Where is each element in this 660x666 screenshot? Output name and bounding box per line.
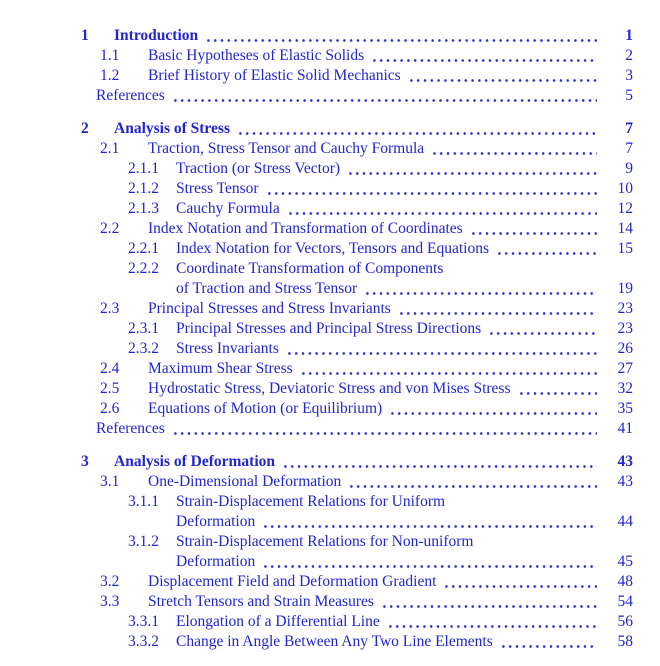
toc-entry-continuation[interactable] — [0, 552, 660, 572]
entry-number: 2.1.1 — [128, 160, 159, 177]
toc-entry[interactable] — [0, 319, 660, 339]
entry-number: 3.3.1 — [128, 613, 159, 630]
entry-number: 2.3.1 — [128, 320, 159, 337]
page-number: 32 — [617, 380, 633, 397]
toc-entry-chapter[interactable] — [0, 452, 660, 472]
dot-leader — [172, 86, 597, 106]
toc-entry[interactable] — [0, 299, 660, 319]
entry-title: Analysis of Stress — [114, 120, 230, 137]
toc-entry[interactable] — [0, 359, 660, 379]
chapter-block — [0, 452, 660, 652]
dot-leader — [348, 472, 597, 492]
entry-title: Coordinate Transformation of Components — [176, 260, 444, 277]
toc-entry[interactable] — [0, 219, 660, 239]
toc-references-entry[interactable] — [0, 86, 660, 106]
entry-title: Stress Invariants — [176, 340, 279, 357]
entry-title: Strain-Displacement Relations for Non-uniform — [176, 533, 474, 550]
entry-title: of Traction and Stress Tensor — [176, 280, 358, 297]
page-number: 19 — [617, 280, 633, 297]
page-number: 41 — [617, 420, 633, 437]
page-number: 5 — [625, 87, 633, 104]
entry-title: Equations of Motion (or Equilibrium) — [148, 400, 383, 417]
dot-leader — [262, 512, 597, 532]
entry-title: Stress Tensor — [176, 180, 259, 197]
toc-entry[interactable] — [0, 492, 660, 512]
page-number: 14 — [617, 220, 633, 237]
entry-title: Displacement Field and Deformation Gradient — [148, 573, 437, 590]
dot-leader — [347, 159, 597, 179]
entry-title: Analysis of Deformation — [114, 453, 276, 470]
chapter-block — [0, 26, 660, 106]
page-number: 44 — [617, 513, 633, 530]
entry-title: Index Notation for Vectors, Tensors and Equations — [176, 240, 490, 257]
dot-leader — [371, 46, 597, 66]
entry-title: Strain-Displacement Relations for Uniform — [176, 493, 446, 510]
dot-leader — [470, 219, 597, 239]
page-number: 43 — [617, 473, 633, 490]
entry-number: 2.4 — [100, 360, 120, 377]
entry-number: 2.2 — [100, 220, 120, 237]
toc-entry-continuation[interactable] — [0, 279, 660, 299]
dot-leader — [300, 359, 597, 379]
toc-entry[interactable] — [0, 632, 660, 652]
toc-entry[interactable] — [0, 179, 660, 199]
entry-title: Principal Stresses and Stress Invariants — [148, 300, 391, 317]
page-number: 7 — [625, 120, 633, 137]
page-number: 23 — [617, 320, 633, 337]
dot-leader — [286, 339, 597, 359]
entry-number: 3.3 — [100, 593, 120, 610]
dot-leader — [496, 239, 597, 259]
entry-number: 2.1.2 — [128, 180, 159, 197]
dot-leader — [431, 139, 597, 159]
toc-entry[interactable] — [0, 159, 660, 179]
toc-entry[interactable] — [0, 379, 660, 399]
dot-leader — [398, 299, 597, 319]
page-number: 2 — [625, 47, 633, 64]
toc-entry[interactable] — [0, 199, 660, 219]
toc-references-entry[interactable] — [0, 419, 660, 439]
toc-entry[interactable] — [0, 399, 660, 419]
entry-number: 1.2 — [100, 67, 120, 84]
entry-number: 2.5 — [100, 380, 120, 397]
entry-title: Introduction — [114, 27, 199, 44]
entry-title: Stretch Tensors and Strain Measures — [148, 593, 374, 610]
dot-leader — [237, 119, 597, 139]
dot-leader — [282, 452, 597, 472]
entry-title: Change in Angle Between Any Two Line Elements — [176, 633, 493, 650]
entry-number: 2.1 — [100, 140, 120, 157]
page-number: 56 — [617, 613, 633, 630]
entry-number: 2.2.1 — [128, 240, 159, 257]
entry-title: Deformation — [176, 553, 256, 570]
entry-title: Brief History of Elastic Solid Mechanics — [148, 67, 401, 84]
dot-leader — [287, 199, 597, 219]
entry-number: 1 — [81, 27, 89, 44]
entry-number: 2.6 — [100, 400, 120, 417]
entry-title: Basic Hypotheses of Elastic Solids — [148, 47, 365, 64]
toc-entry[interactable] — [0, 472, 660, 492]
entry-title: Deformation — [176, 513, 256, 530]
toc-entry[interactable] — [0, 592, 660, 612]
entry-number: 2.3.2 — [128, 340, 159, 357]
entry-number: 1.1 — [100, 47, 120, 64]
entry-number: 2.1.3 — [128, 200, 159, 217]
page-number: 7 — [625, 140, 633, 157]
dot-leader — [488, 319, 597, 339]
page-number: 35 — [617, 400, 633, 417]
page-number: 58 — [617, 633, 633, 650]
toc-entry[interactable] — [0, 612, 660, 632]
entry-title: Hydrostatic Stress, Deviatoric Stress and von Mises Stress — [148, 380, 511, 397]
toc-entry[interactable] — [0, 259, 660, 279]
page-number: 12 — [617, 200, 633, 217]
toc-entry[interactable] — [0, 66, 660, 86]
dot-leader — [266, 179, 597, 199]
toc-entry[interactable] — [0, 339, 660, 359]
chapter-block — [0, 119, 660, 439]
entry-title: References — [96, 87, 165, 104]
entry-number: 3 — [81, 453, 89, 470]
toc-entry[interactable] — [0, 239, 660, 259]
entry-title: Index Notation and Transformation of Coordinates — [148, 220, 463, 237]
page-number: 45 — [617, 553, 633, 570]
entry-title: Traction (or Stress Vector) — [176, 160, 341, 177]
toc-entry-chapter[interactable] — [0, 119, 660, 139]
dot-leader — [172, 419, 597, 439]
toc-entry-chapter[interactable] — [0, 26, 660, 46]
dot-leader — [518, 379, 598, 399]
toc-entry[interactable] — [0, 532, 660, 552]
dot-leader — [500, 632, 597, 652]
page-number: 26 — [617, 340, 633, 357]
page-number: 15 — [617, 240, 633, 257]
entry-title: References — [96, 420, 165, 437]
page-number: 43 — [617, 453, 633, 470]
toc-entry[interactable] — [0, 139, 660, 159]
toc-entry[interactable] — [0, 46, 660, 66]
page-number: 54 — [617, 593, 633, 610]
entry-number: 3.1.1 — [128, 493, 159, 510]
entry-number: 3.3.2 — [128, 633, 159, 650]
page-number: 1 — [625, 27, 633, 44]
entry-title: Principal Stresses and Principal Stress Directions — [176, 320, 482, 337]
page-number: 48 — [617, 573, 633, 590]
dot-leader — [205, 26, 597, 46]
page-number: 27 — [617, 360, 633, 377]
dot-leader — [443, 572, 597, 592]
entry-title: Traction, Stress Tensor and Cauchy Formula — [148, 140, 425, 157]
entry-title: Elongation of a Differential Line — [176, 613, 380, 630]
toc-entry[interactable] — [0, 572, 660, 592]
entry-number: 2.2.2 — [128, 260, 159, 277]
dot-leader — [381, 592, 597, 612]
dot-leader — [389, 399, 597, 419]
entry-number: 2 — [81, 120, 89, 137]
entry-number: 2.3 — [100, 300, 120, 317]
entry-title: One-Dimensional Deformation — [148, 473, 342, 490]
entry-number: 3.2 — [100, 573, 120, 590]
table-of-contents — [0, 26, 660, 652]
toc-entry-continuation[interactable] — [0, 512, 660, 532]
entry-title: Maximum Shear Stress — [148, 360, 293, 377]
entry-title: Cauchy Formula — [176, 200, 280, 217]
dot-leader — [262, 552, 597, 572]
page-number: 10 — [617, 180, 633, 197]
entry-number: 3.1.2 — [128, 533, 159, 550]
dot-leader — [364, 279, 597, 299]
page-number: 23 — [617, 300, 633, 317]
page-number: 3 — [625, 67, 633, 84]
page-number: 9 — [625, 160, 633, 177]
dot-leader — [408, 66, 597, 86]
entry-number: 3.1 — [100, 473, 120, 490]
dot-leader — [387, 612, 597, 632]
